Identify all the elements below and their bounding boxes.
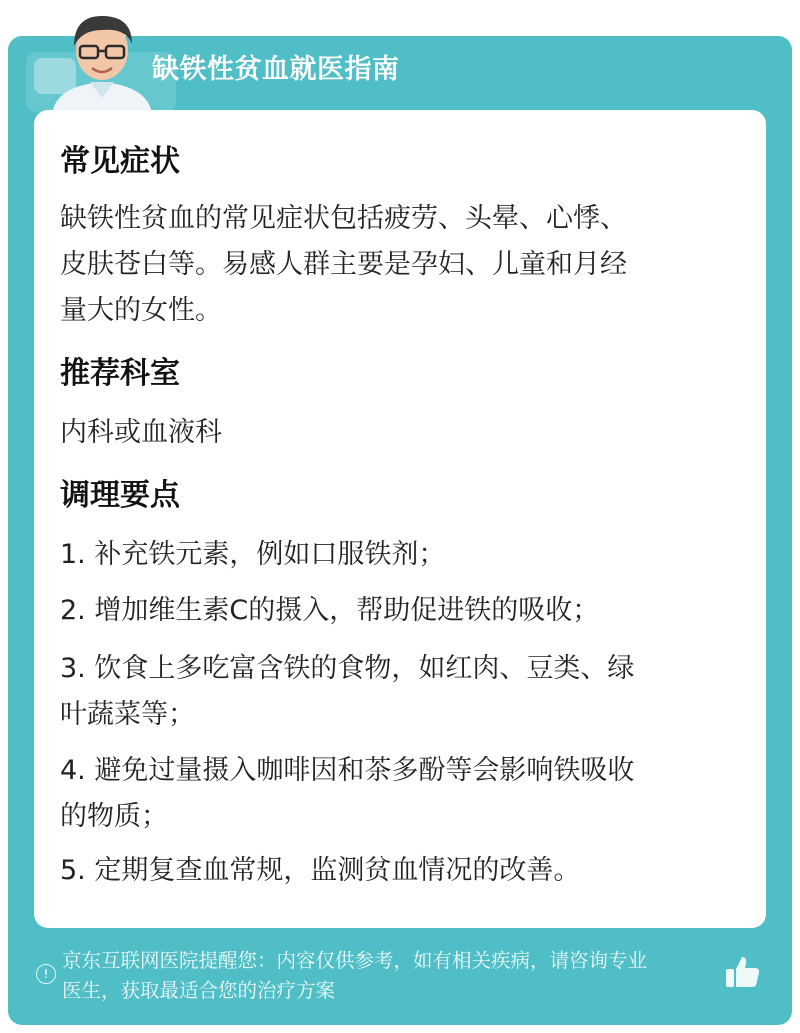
care-item-3: 3. 饮食上多吃富含铁的食物，如红肉、豆类、绿 叶蔬菜等； xyxy=(60,653,635,730)
symptoms-line: 皮肤苍白等。易感人群主要是孕妇、儿童和月经 xyxy=(60,249,627,280)
care-item-4: 4. 避免过量摄入咖啡因和茶多酚等会影响铁吸收 的物质； xyxy=(60,755,635,832)
disclaimer-text xyxy=(62,946,732,1006)
department-text: 内科或血液科 xyxy=(60,417,222,448)
info-icon: ! xyxy=(36,964,56,984)
disclaimer-line: 京东互联网医院提醒您：内容仅供参考，如有相关疾病，请咨询专业 xyxy=(62,949,648,972)
care-item-2: 2. 增加维生素C的摄入，帮助促进铁的吸收； xyxy=(60,595,600,626)
section-title-department: 推荐科室 xyxy=(60,356,180,391)
page-title: 缺铁性贫血就医指南 xyxy=(152,54,400,85)
section-title-symptoms: 常见症状 xyxy=(60,144,180,179)
thumbs-up-icon[interactable] xyxy=(722,954,762,990)
care-item-1: 1. 补充铁元素，例如口服铁剂； xyxy=(60,539,446,570)
care-item-5: 5. 定期复查血常规，监测贫血情况的改善。 xyxy=(60,855,581,886)
section-title-care: 调理要点 xyxy=(60,478,180,513)
doctor-avatar xyxy=(46,6,158,114)
content-card xyxy=(34,110,766,928)
symptoms-text xyxy=(60,196,740,334)
symptoms-line: 缺铁性贫血的常见症状包括疲劳、头晕、心悸、 xyxy=(60,203,627,234)
disclaimer-line: 医生，获取最适合您的治疗方案 xyxy=(62,979,336,1002)
symptoms-line: 量大的女性。 xyxy=(60,295,222,326)
